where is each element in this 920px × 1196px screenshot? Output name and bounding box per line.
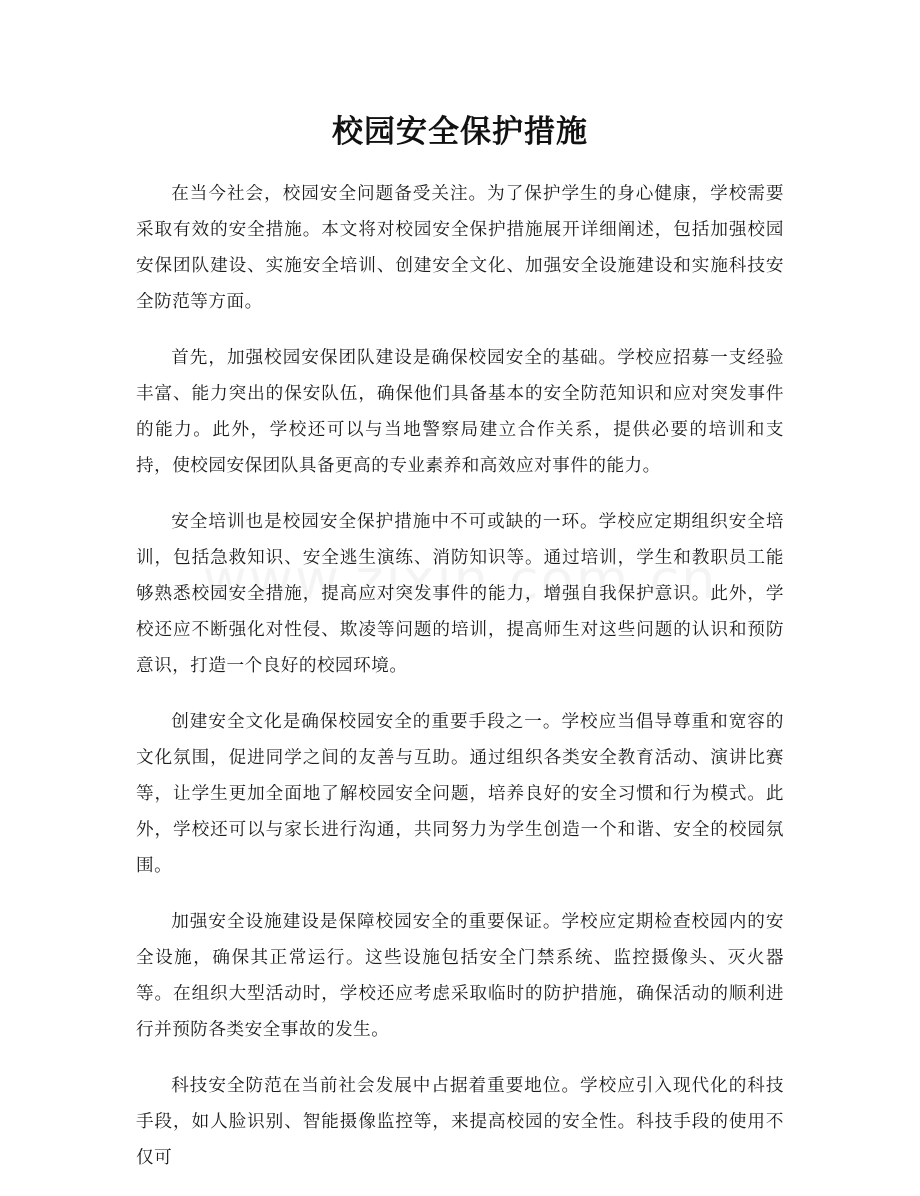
paragraph-security-team: 首先，加强校园安保团队建设是确保校园安全的基础。学校应招募一支经验丰富、能力突出的保安队伍，确保他们具备基本的安全防范知识和应对突发事件的能力。此外，学校还可以与当地警察局建立合作关系，提供必要的培训和支持，使校园安保团队具备更高的专业素养和高效应对事件的能力。 (136, 348, 784, 476)
paragraph-intro: 在当今社会，校园安全问题备受关注。为了保护学生的身心健康，学校需要采取有效的安全措施。本文将对校园安全保护措施展开详细阐述，包括加强校园安保团队建设、实施安全培训、创建安全文化、加强安全设施建设和实施科技安全防范等方面。 (136, 184, 784, 312)
document-body (136, 176, 784, 1196)
paragraph-safety-culture: 创建安全文化是确保校园安全的重要手段之一。学校应当倡导尊重和宽容的文化氛围，促进同学之间的友善与互助。通过组织各类安全教育活动、演讲比赛等，让学生更加全面地了解校园安全问题，培养良好的安全习惯和行为模式。此外，学校还可以与家长进行沟通，共同努力为学生创造一个和谐、安全的校园氛围。 (136, 712, 784, 876)
paragraph-safety-facilities: 加强安全设施建设是保障校园安全的重要保证。学校应定期检查校园内的安全设施，确保其正常运行。这些设施包括安全门禁系统、监控摄像头、灭火器等。在组织大型活动时，学校还应考虑采取临时的防护措施，确保活动的顺利进行并预防各类安全事故的发生。 (136, 912, 784, 1040)
paragraph-safety-training: 安全培训也是校园安全保护措施中不可或缺的一环。学校应定期组织安全培训，包括急救知识、安全逃生演练、消防知识等。通过培训，学生和教职员工能够熟悉校园安全措施，提高应对突发事件的能力，增强自我保护意识。此外，学校还应不断强化对性侵、欺凌等问题的培训，提高师生对这些问题的认识和预防意识，打造一个良好的校园环境。 (136, 512, 784, 676)
document-title: 校园安全保护措施 (332, 114, 588, 150)
paragraph-tech-security: 科技安全防范在当前社会发展中占据着重要地位。学校应引入现代化的科技手段，如人脸识别、智能摄像监控等，来提高校园的安全性。科技手段的使用不仅可 (136, 1076, 784, 1168)
